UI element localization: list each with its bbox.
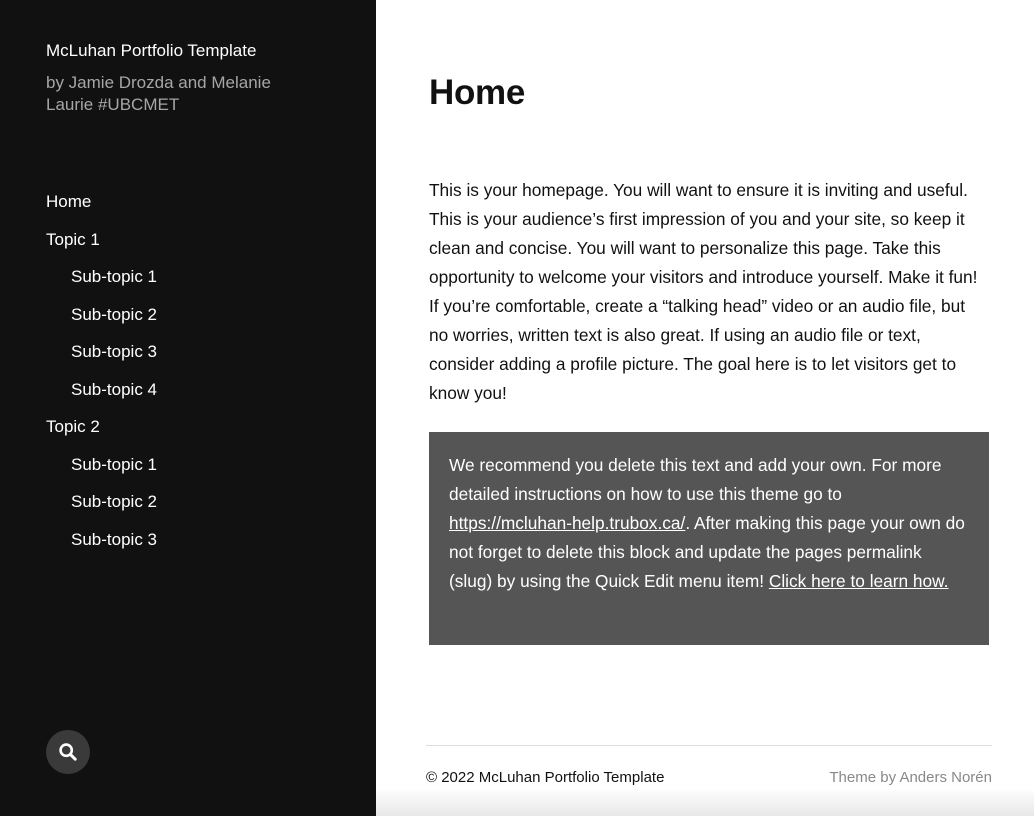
- notice-text-2: . After making this page your own do not forget to delete this block and update the pages permalink (slug) by using the Quick Edit menu item!: [449, 513, 965, 591]
- nav-link-topic-1-sub-4[interactable]: Sub-topic 4: [71, 379, 157, 399]
- footer-copyright: © 2022 McLuhan Portfolio Template: [426, 769, 665, 786]
- nav-link-topic-1-sub-2[interactable]: Sub-topic 2: [71, 304, 157, 324]
- nav-item-topic-2-sub-2: [46, 490, 157, 528]
- nav-item-topic-1-sub-4: [46, 378, 157, 416]
- nav-item-topic-1-sub-2: [46, 303, 157, 341]
- search-button[interactable]: [46, 730, 90, 774]
- footer-theme-credit: [829, 769, 992, 786]
- notice-block: [429, 432, 989, 645]
- nav-link-topic-2-sub-3[interactable]: Sub-topic 3: [71, 529, 157, 549]
- search-icon: [58, 742, 78, 762]
- sidebar: [0, 0, 376, 816]
- bottom-scroll-fade: [376, 788, 1034, 816]
- site-description: by Jamie Drozda and Melanie Laurie #UBCMET: [46, 73, 271, 114]
- main-navigation: [46, 190, 157, 565]
- nav-link-topic-2-sub-1[interactable]: Sub-topic 1: [71, 454, 157, 474]
- notice-text-1: We recommend you delete this text and add your own. For more detailed instructions on how to use this theme go to: [449, 455, 942, 504]
- nav-item-home: [46, 190, 157, 228]
- nav-item-topic-1-sub-3: [46, 340, 157, 378]
- page-title: Home: [429, 73, 526, 112]
- nav-item-topic-2-sub-1: [46, 453, 157, 491]
- nav-link-topic-2-sub-2[interactable]: Sub-topic 2: [71, 492, 157, 511]
- nav-item-topic-2-sub-3: [46, 528, 157, 566]
- nav-item-topic-1: [46, 228, 157, 266]
- intro-paragraph: This is your homepage. You will want to ensure it is inviting and useful. This is your audience’s first impression of you and your site, so keep it clean and concise. You will want to personalize this page. Take this opportunity to welcome your visitors and introduce yourself. Make it fun! If you’re comfortable, create a “talking head” video or an audio file, but no worries, written text is also great. If using an audio file or text, consider adding a profile picture. The goal here is to let visitors get to know you!: [429, 180, 978, 403]
- nav-link-topic-1[interactable]: Topic 1: [46, 229, 100, 249]
- nav-link-home[interactable]: Home: [46, 192, 92, 211]
- site-title-link[interactable]: McLuhan Portfolio Template: [46, 41, 257, 60]
- nav-link-topic-1-sub-1[interactable]: Sub-topic 1: [71, 267, 157, 286]
- nav-item-topic-2: [46, 415, 157, 453]
- theme-credit-prefix: Theme by: [829, 769, 900, 786]
- theme-author-link[interactable]: Anders Norén: [899, 769, 992, 786]
- nav-item-topic-1-sub-1: [46, 265, 157, 303]
- learn-how-link[interactable]: Click here to learn how.: [768, 571, 949, 591]
- help-site-link[interactable]: https://mcluhan-help.trubox.ca/: [449, 513, 686, 533]
- footer-divider: [426, 745, 992, 746]
- main-content: [376, 0, 1034, 816]
- nav-link-topic-1-sub-3[interactable]: Sub-topic 3: [71, 342, 157, 361]
- nav-link-topic-2[interactable]: Topic 2: [46, 417, 100, 436]
